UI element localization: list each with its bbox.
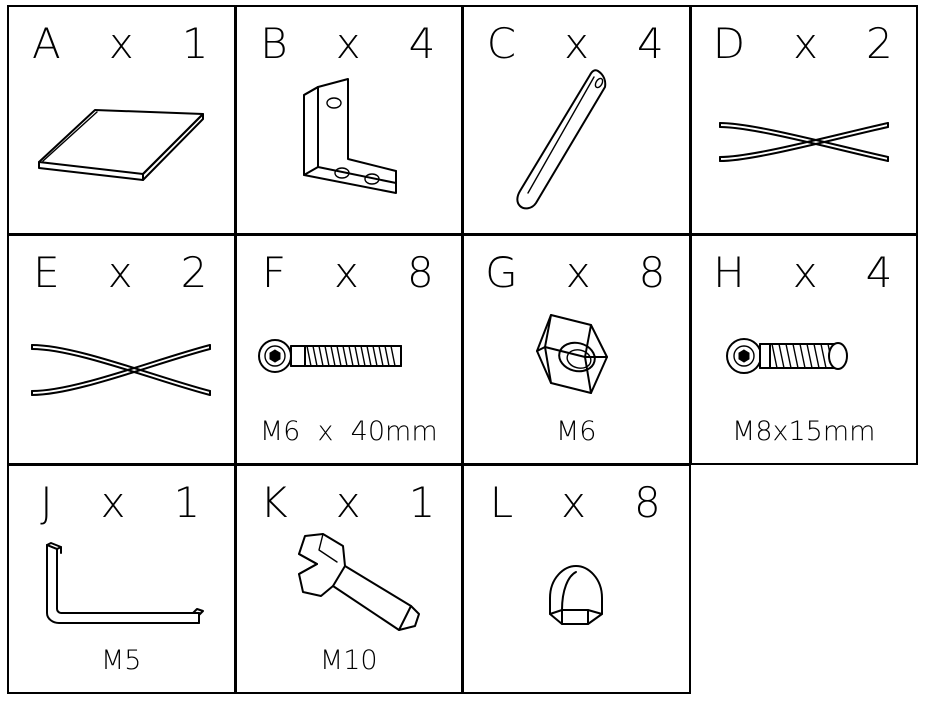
part-label-l: L x 8 [489, 477, 663, 527]
part-cell-d [690, 5, 919, 235]
part-spec-f: M6 x 40mm [259, 415, 438, 447]
part-cell-j [7, 464, 236, 694]
short-bolt-icon [692, 294, 917, 417]
crossed-rods-icon [692, 65, 917, 215]
crossed-rods-long-icon [9, 294, 234, 444]
part-label-g: G x 8 [485, 248, 668, 298]
part-spec-g: M6 [556, 415, 597, 447]
flat-panel-icon [9, 65, 234, 215]
part-cell-h [690, 234, 919, 464]
part-label-e: E x 2 [33, 248, 210, 298]
long-rod-icon [464, 65, 689, 215]
part-label-f: F x 8 [261, 248, 436, 298]
part-spec-h: M8x15mm [732, 415, 876, 447]
part-label-j: J x 1 [40, 477, 203, 527]
part-cell-f [235, 234, 464, 464]
parts-grid [8, 6, 918, 694]
part-label-c: C x 4 [486, 19, 666, 68]
part-cell-k [235, 464, 464, 694]
part-spec-k: M10 [319, 644, 378, 676]
hex-nut-icon [464, 294, 689, 417]
part-cell-b [235, 5, 464, 235]
part-cell-g [462, 234, 691, 464]
hex-socket-bolt-icon [237, 294, 462, 417]
allen-key-icon [9, 524, 234, 647]
part-label-a: A x 1 [32, 19, 211, 68]
part-label-d: D x 2 [712, 19, 895, 68]
part-spec-j: M5 [101, 644, 142, 676]
part-label-k: K x 1 [260, 477, 438, 527]
part-label-b: B x 4 [260, 19, 438, 68]
angle-bracket-icon [237, 65, 462, 215]
part-cell-l [462, 464, 691, 694]
empty-cell [690, 464, 919, 694]
part-label-h: H x 4 [713, 248, 895, 298]
dome-cap-nut-icon [464, 524, 689, 674]
part-cell-e [7, 234, 236, 464]
part-cell-c [462, 5, 691, 235]
part-cell-a [7, 5, 236, 235]
wrench-icon [237, 524, 462, 647]
